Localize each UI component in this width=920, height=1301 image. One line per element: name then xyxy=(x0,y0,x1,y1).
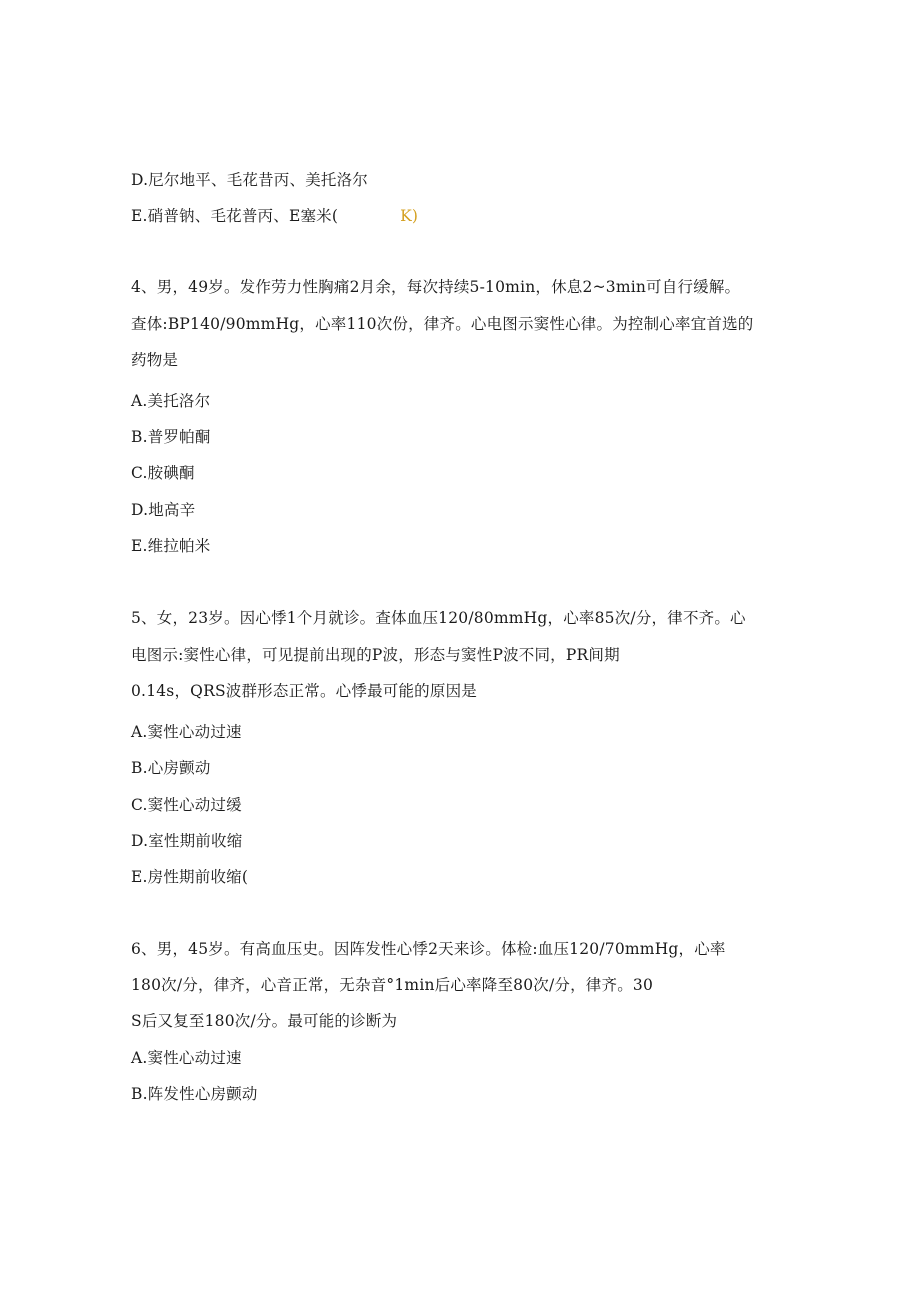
q5-stem-line-1: 5、女，23岁。因心悸1个月就诊。查体血压120/80mmHg，心率85次/分，律不齐。心 xyxy=(131,609,746,627)
q4-option-a: A.美托洛尔 xyxy=(131,392,211,410)
q4-stem-line-3: 药物是 xyxy=(131,351,179,369)
q6-option-b: B.阵发性心房颤动 xyxy=(131,1085,258,1103)
q5-stem-line-3: 0.14s，QRS波群形态正常。心悸最可能的原因是 xyxy=(131,682,477,700)
q6-option-a: A.窦性心动过速 xyxy=(131,1049,242,1067)
q4-option-d: D.地高辛 xyxy=(131,501,196,519)
q5-option-b: B.心房颤动 xyxy=(131,759,211,777)
q6-stem-line-3: S后又复至180次/分。最可能的诊断为 xyxy=(131,1012,398,1030)
q3-option-d: D.尼尔地平、毛花昔丙、美托洛尔 xyxy=(131,171,369,189)
q5-option-e: E.房性期前收缩( xyxy=(131,868,249,886)
q6-stem-line-2: 180次/分，律齐，心音正常，无杂音°1min后心率降至80次/分，律齐。30 xyxy=(131,976,654,994)
q4-stem-line-2: 查体:BP140/90mmHg，心率110次份，律齐。心电图示窦性心律。为控制心率宜首选的 xyxy=(131,315,754,333)
q5-option-c: C.窦性心动过缓 xyxy=(131,796,242,814)
q4-option-c: C.胺碘酮 xyxy=(131,464,195,482)
q4-stem-line-1: 4、男，49岁。发作劳力性胸痛2月余，每次持续5-10min，休息2~3min可自行缓解。 xyxy=(131,278,741,296)
q6-stem-line-1: 6、男，45岁。有高血压史。因阵发性心悸2天来诊。体检:血压120/70mmHg，心率 xyxy=(131,940,726,958)
q5-option-a: A.窦性心动过速 xyxy=(131,723,242,741)
q3-option-e-text: E.硝普钠、毛花普丙、E塞米( xyxy=(131,207,339,225)
q4-option-b: B.普罗帕酮 xyxy=(131,428,211,446)
q5-option-d: D.室性期前收缩 xyxy=(131,832,243,850)
q3-option-e xyxy=(131,206,418,226)
q5-stem-line-2: 电图示:窦性心律，可见提前出现的P波，形态与窦性P波不同，PR间期 xyxy=(131,646,620,664)
q4-option-e: E.维拉帕米 xyxy=(131,537,211,555)
q3-answer-mark: K) xyxy=(400,207,419,225)
